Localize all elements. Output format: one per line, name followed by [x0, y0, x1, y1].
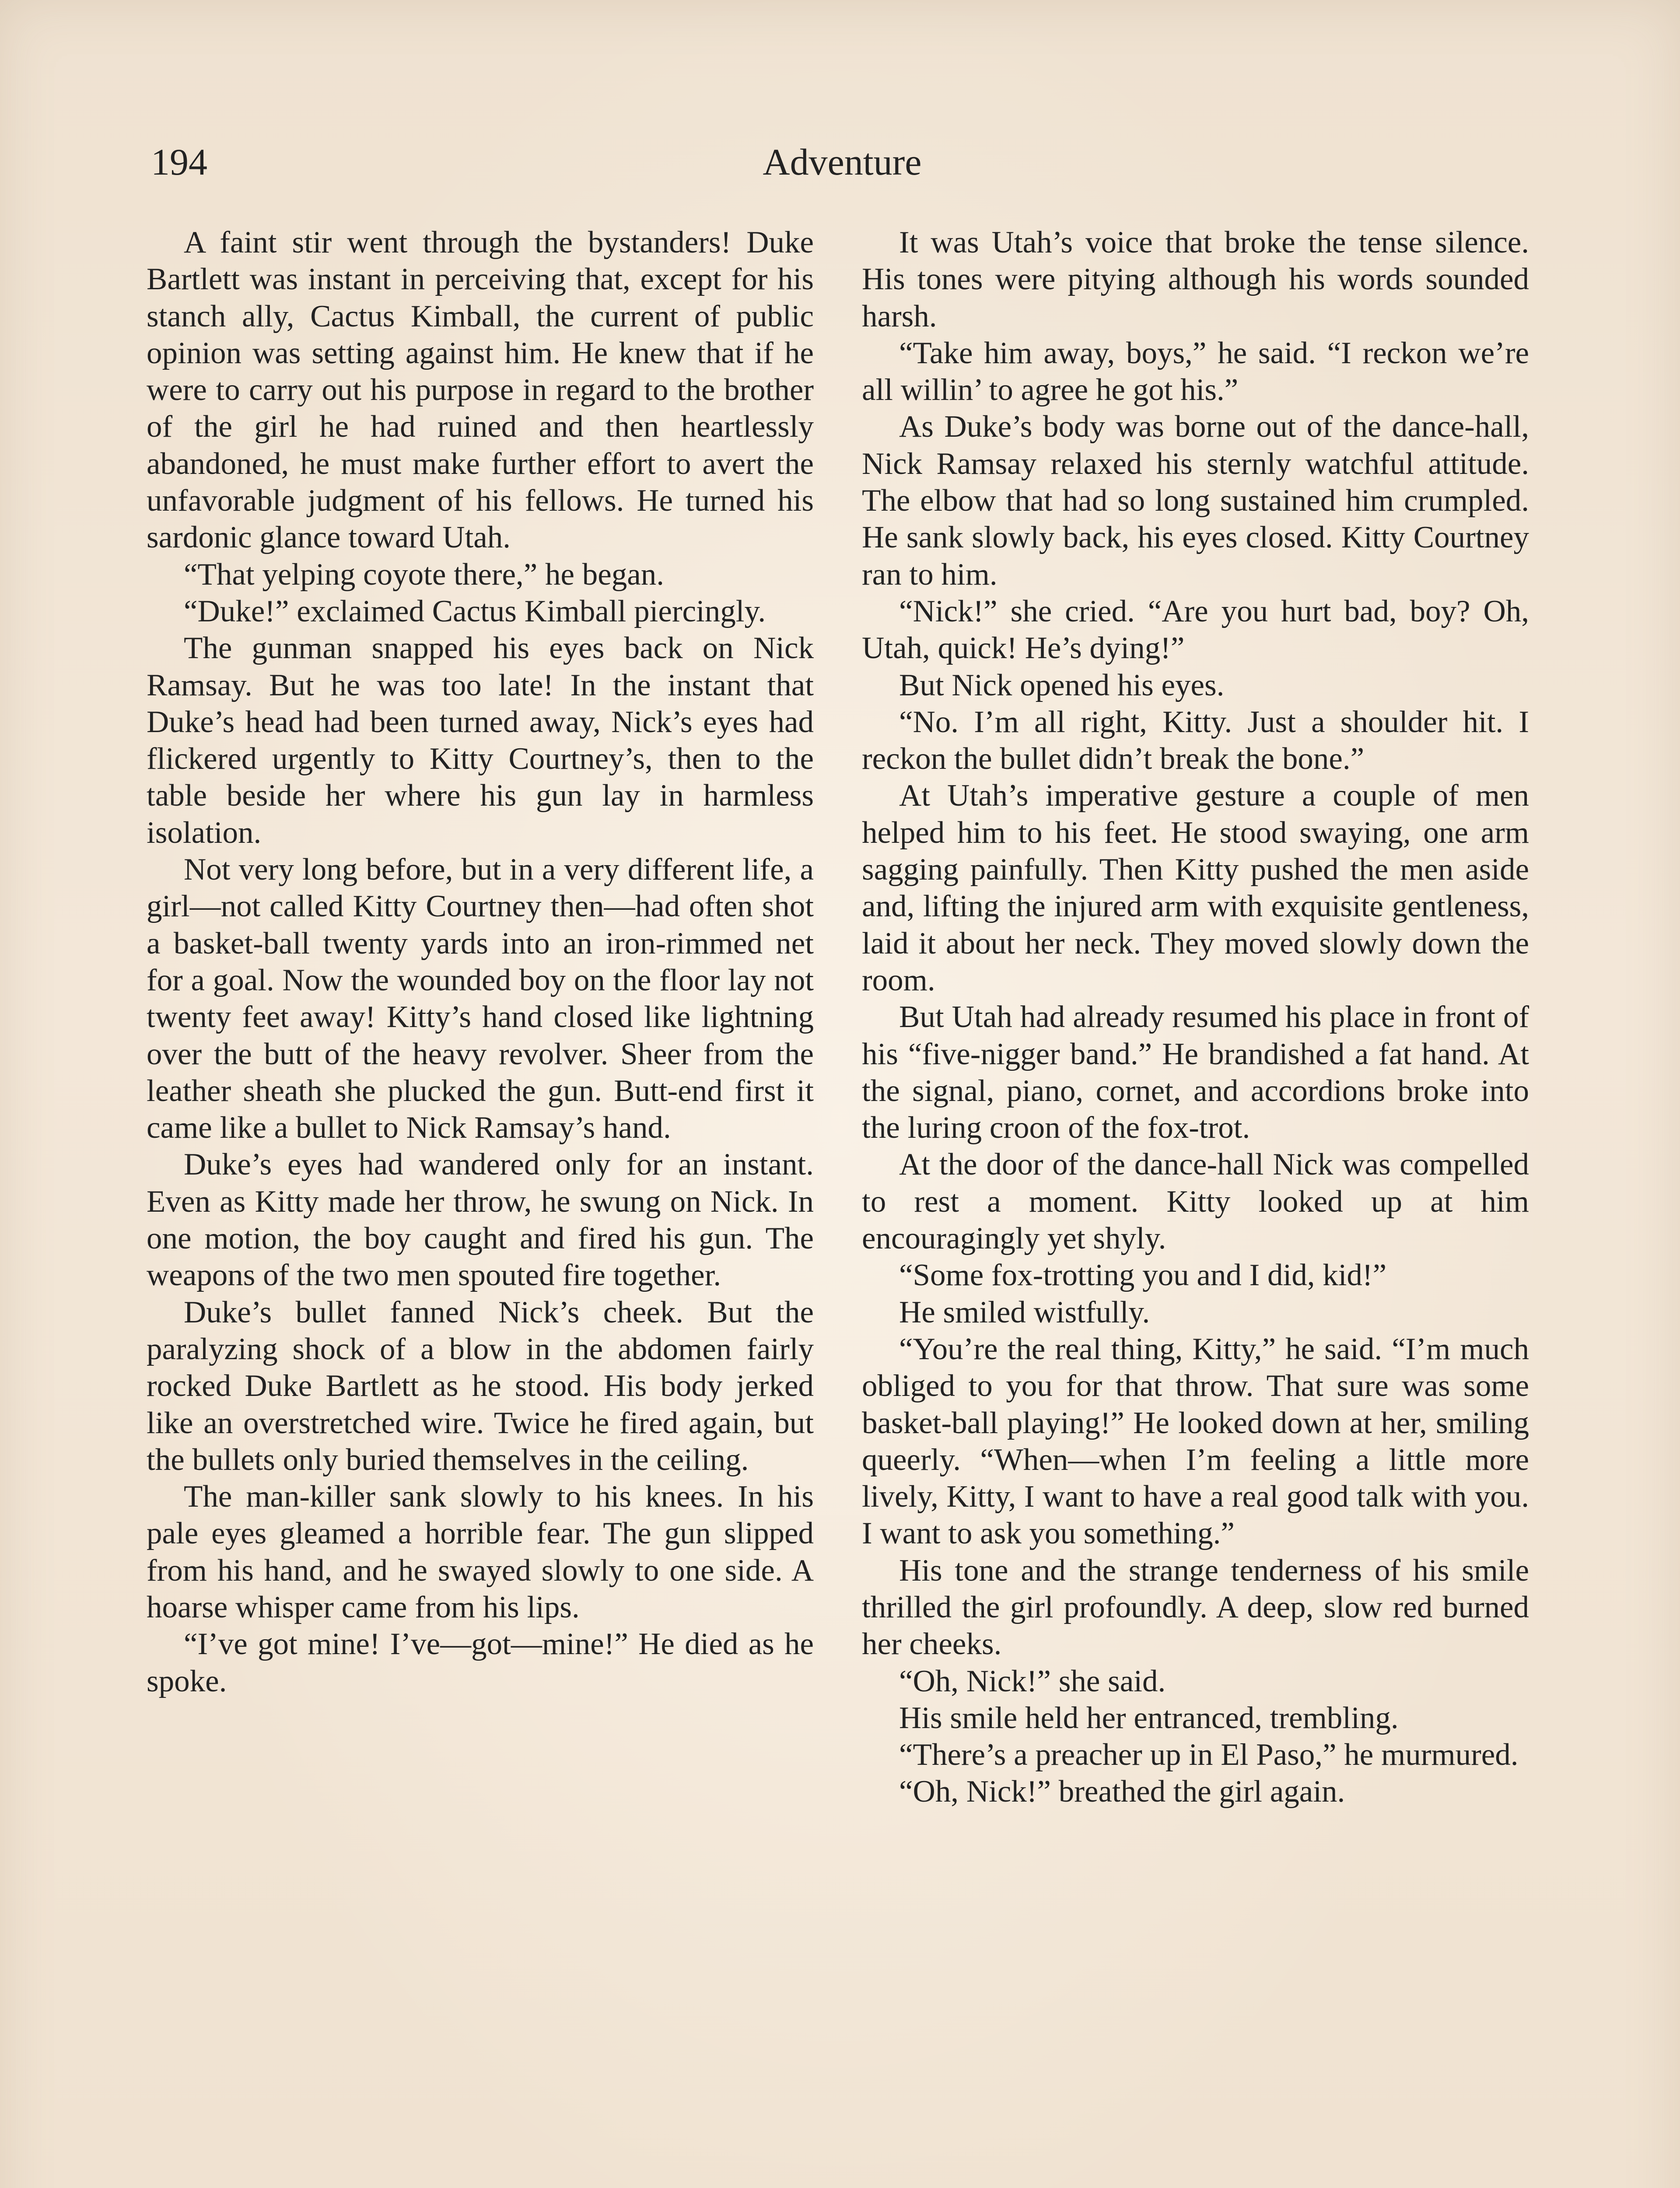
- paragraph: A faint stir went through the bystanders! Duke Bartlett was instant in perceiving that, except for his stanch ally, Cactus Kimball, the current of public opinion was setting against him. He knew that if he were to carry out his purpose in regard to the brother of the girl he had ruined and then heartlessly abandoned, he must make further effort to avert the unfavorable judgment of his fellows. He turned his sardonic glance toward Utah.: [147, 225, 814, 555]
- paragraph: “There’s a preacher up in El Paso,” he murmured.: [899, 1738, 1519, 1772]
- paragraph: Not very long before, but in a very different life, a girl—not called Kitty Courtney then—had often shot a basket-ball twenty yards into an iron-rimmed net for a goal. Now the wounded boy on the floor lay not twenty feet away! Kitty’s hand closed like lightning over the butt of the heavy revolver. Sheer from the leather sheath she plucked the gun. Butt-end first it came like a bullet to Nick Ramsay’s hand.: [147, 852, 814, 1145]
- running-head-title: Adventure: [763, 141, 922, 183]
- paragraph: “You’re the real thing, Kitty,” he said. “I’m much obliged to you for that throw. That sure was some basket-ball playing!” He looked down at her, smiling queerly. “When—when I’m feeling a little more lively, Kitty, I want to have a real good talk with you. I want to ask you something.”: [862, 1332, 1529, 1551]
- paragraph: He smiled wistfully.: [899, 1295, 1150, 1329]
- paragraph: “No. I’m all right, Kitty. Just a shoulder hit. I reckon the bullet didn’t break the bone.”: [862, 705, 1529, 776]
- right-text-column: [862, 224, 1529, 1810]
- left-text-column: [147, 224, 814, 1700]
- paragraph: Duke’s bullet fanned Nick’s cheek. But the paralyzing shock of a blow in the abdomen fairly rocked Duke Bartlett as he stood. His body jerked like an overstretched wire. Twice he fired again, but the bullets only buried themselves in the ceiling.: [147, 1295, 814, 1477]
- paragraph: “Some fox-trotting you and I did, kid!”: [899, 1258, 1387, 1293]
- paragraph: His tone and the strange tenderness of his smile thrilled the girl profoundly. A deep, slow red burned her cheeks.: [862, 1553, 1529, 1662]
- paragraph: “I’ve got mine! I’ve—got—mine!” He died as he spoke.: [147, 1627, 814, 1698]
- paragraph: “Duke!” exclaimed Cactus Kimball piercingly.: [184, 594, 766, 628]
- paragraph: As Duke’s body was borne out of the dance-hall, Nick Ramsay relaxed his sternly watchful attitude. The elbow that had so long sustained him crumpled. He sank slowly back, his eyes closed. Kitty Courtney ran to him.: [862, 410, 1529, 592]
- paragraph: Duke’s eyes had wandered only for an instant. Even as Kitty made her throw, he swung on Nick. In one motion, the boy caught and fired his gun. The weapons of the two men spouted fire together.: [147, 1147, 814, 1293]
- paragraph: “That yelping coyote there,” he began.: [184, 557, 665, 592]
- paragraph: His smile held her entranced, trembling.: [899, 1701, 1399, 1735]
- paragraph: At the door of the dance-hall Nick was compelled to rest a moment. Kitty looked up at him encouragingly yet shyly.: [862, 1147, 1529, 1256]
- paragraph: At Utah’s imperative gesture a couple of men helped him to his feet. He stood swaying, one arm sagging painfully. Then Kitty pushed the men aside and, lifting the injured arm with exquisite gentleness, laid it about her neck. They moved slowly down the room.: [862, 778, 1529, 997]
- page-number: 194: [151, 141, 207, 183]
- paragraph: But Nick opened his eyes.: [899, 668, 1225, 702]
- paragraph: “Oh, Nick!” she said.: [899, 1664, 1166, 1698]
- paragraph: “Nick!” she cried. “Are you hurt bad, boy? Oh, Utah, quick! He’s dying!”: [862, 594, 1529, 666]
- paragraph: The man-killer sank slowly to his knees. In his pale eyes gleamed a horrible fear. The gun slipped from his hand, and he swayed slowly to one side. A hoarse whisper came from his lips.: [147, 1480, 814, 1624]
- paragraph: “Oh, Nick!” breathed the girl again.: [899, 1774, 1345, 1809]
- paragraph: It was Utah’s voice that broke the tense silence. His tones were pitying although his words sounded harsh.: [862, 225, 1529, 333]
- paragraph: “Take him away, boys,” he said. “I reckon we’re all willin’ to agree he got his.”: [862, 336, 1529, 407]
- paragraph: The gunman snapped his eyes back on Nick Ramsay. But he was too late! In the instant that Duke’s head had been turned away, Nick’s eyes had flickered urgently to Kitty Courtney’s, then to the table beside her where his gun lay in harmless isolation.: [147, 631, 814, 850]
- page-header: [151, 131, 1533, 193]
- paragraph: But Utah had already resumed his place in front of his “five-nigger band.” He brandished a fat hand. At the signal, piano, cornet, and accordions broke into the luring croon of the fox-trot.: [862, 1000, 1529, 1145]
